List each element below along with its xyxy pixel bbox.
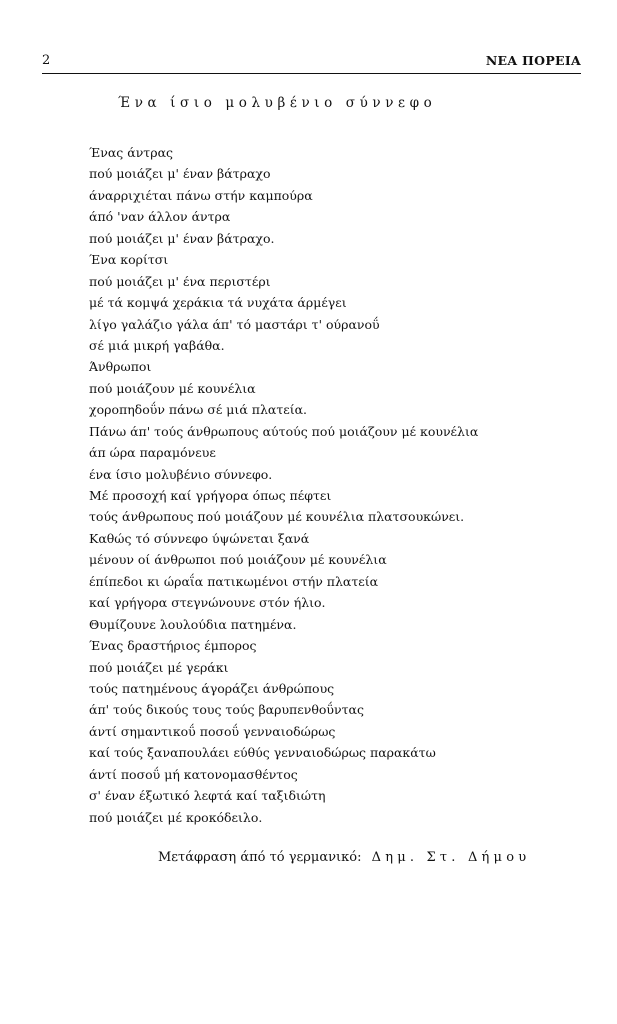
poem-line: Θυμίζουνε λουλούδια πατημένα. bbox=[89, 616, 297, 632]
poem-line: τούς άνθρωπους πού μοιάζουν μέ κουνέλια πλατσουκώνει. bbox=[89, 509, 465, 525]
poem-line: χοροπηδοΰν πάνω σέ μιά πλατεία. bbox=[89, 402, 308, 418]
poem-line: άπ' τούς δικούς τους τούς βαρυπενθοΰντας bbox=[89, 702, 364, 718]
poem-line: Μέ προσοχή καί γρήγορα όπως πέφτει bbox=[89, 488, 332, 503]
poem-line: άντί σημαντικοΰ ποσοΰ γενναιοδώρως bbox=[89, 723, 336, 739]
translator-name: Δημ. Στ. Δήμου bbox=[371, 850, 531, 865]
poem-line: πού μοιάζει μέ γεράκι bbox=[89, 659, 229, 675]
poem-title: Ένα ίσιο μολυβένιο σύννεφο bbox=[118, 95, 437, 111]
poem-line: πού μοιάζει μ' έναν βάτραχο. bbox=[89, 230, 275, 246]
poem-line: πού μοιάζει μέ κροκόδειλο. bbox=[89, 809, 263, 825]
poem-line: σέ μιά μικρή γαβάθα. bbox=[89, 337, 225, 353]
poem-line: Άνθρωποι bbox=[89, 359, 152, 375]
journal-title: ΝΕΑ ΠΟΡΕΙΑ bbox=[485, 53, 581, 68]
poem-line: άντί ποσοΰ μή κατονομασθέντος bbox=[89, 766, 298, 782]
poem-line: Καθώς τό σύννεφο ύψώνεται ξανά bbox=[89, 530, 310, 546]
poem-line: Ένα κορίτσι bbox=[89, 252, 169, 268]
poem-line: μένουν οί άνθρωποι πού μοιάζουν μέ κουνέλια bbox=[89, 552, 387, 568]
poem-line: άπ ώρα παραμόνευε bbox=[89, 445, 216, 461]
poem-line: τούς πατημένους άγοράζει άνθρώπους bbox=[89, 680, 335, 696]
translation-label: Μετάφραση άπό τό γερμανικό: bbox=[158, 850, 362, 865]
page-number: 2 bbox=[42, 53, 51, 68]
poem-line: Ένας δραστήριος έμπορος bbox=[89, 638, 257, 654]
poem-line: λίγο γαλάζιο γάλα άπ' τό μαστάρι τ' ούρανοΰ bbox=[89, 316, 380, 332]
poem-line: καί γρήγορα στεγνώνουνε στόν ήλιο. bbox=[89, 595, 326, 611]
poem-line: άπό 'ναν άλλον άντρα bbox=[89, 209, 231, 225]
poem-line: σ' έναν έξωτικό λεφτά καί ταξιδιώτη bbox=[89, 788, 326, 804]
poem-line: Ένας άντρας bbox=[89, 145, 174, 160]
poem-line: Πάνω άπ' τούς άνθρωπους αύτούς πού μοιάζουν μέ κουνέλια bbox=[89, 423, 479, 439]
poem-line: ένα ίσιο μολυβένιο σύννεφο. bbox=[89, 466, 273, 482]
header-divider bbox=[42, 73, 581, 74]
poem-line: άναρριχιέται πάνω στήν καμπούρα bbox=[89, 187, 313, 203]
poem-line: πού μοιάζουν μέ κουνέλια bbox=[89, 380, 256, 396]
poem-line: πού μοιάζει μ' έναν βάτραχο bbox=[89, 166, 271, 182]
poem-line: πού μοιάζει μ' ένα περιστέρι bbox=[89, 273, 271, 289]
poem-line: έπίπεδοι κι ώραΐα πατικωμένοι στήν πλατεία bbox=[89, 573, 379, 589]
poem-line: μέ τά κομψά χεράκια τά νυχάτα άρμέγει bbox=[89, 295, 347, 311]
translation-credit bbox=[158, 850, 530, 865]
poem-line: καί τούς ξαναπουλάει εύθύς γενναιοδώρως παρακάτω bbox=[89, 745, 436, 761]
poem-body bbox=[89, 142, 478, 828]
